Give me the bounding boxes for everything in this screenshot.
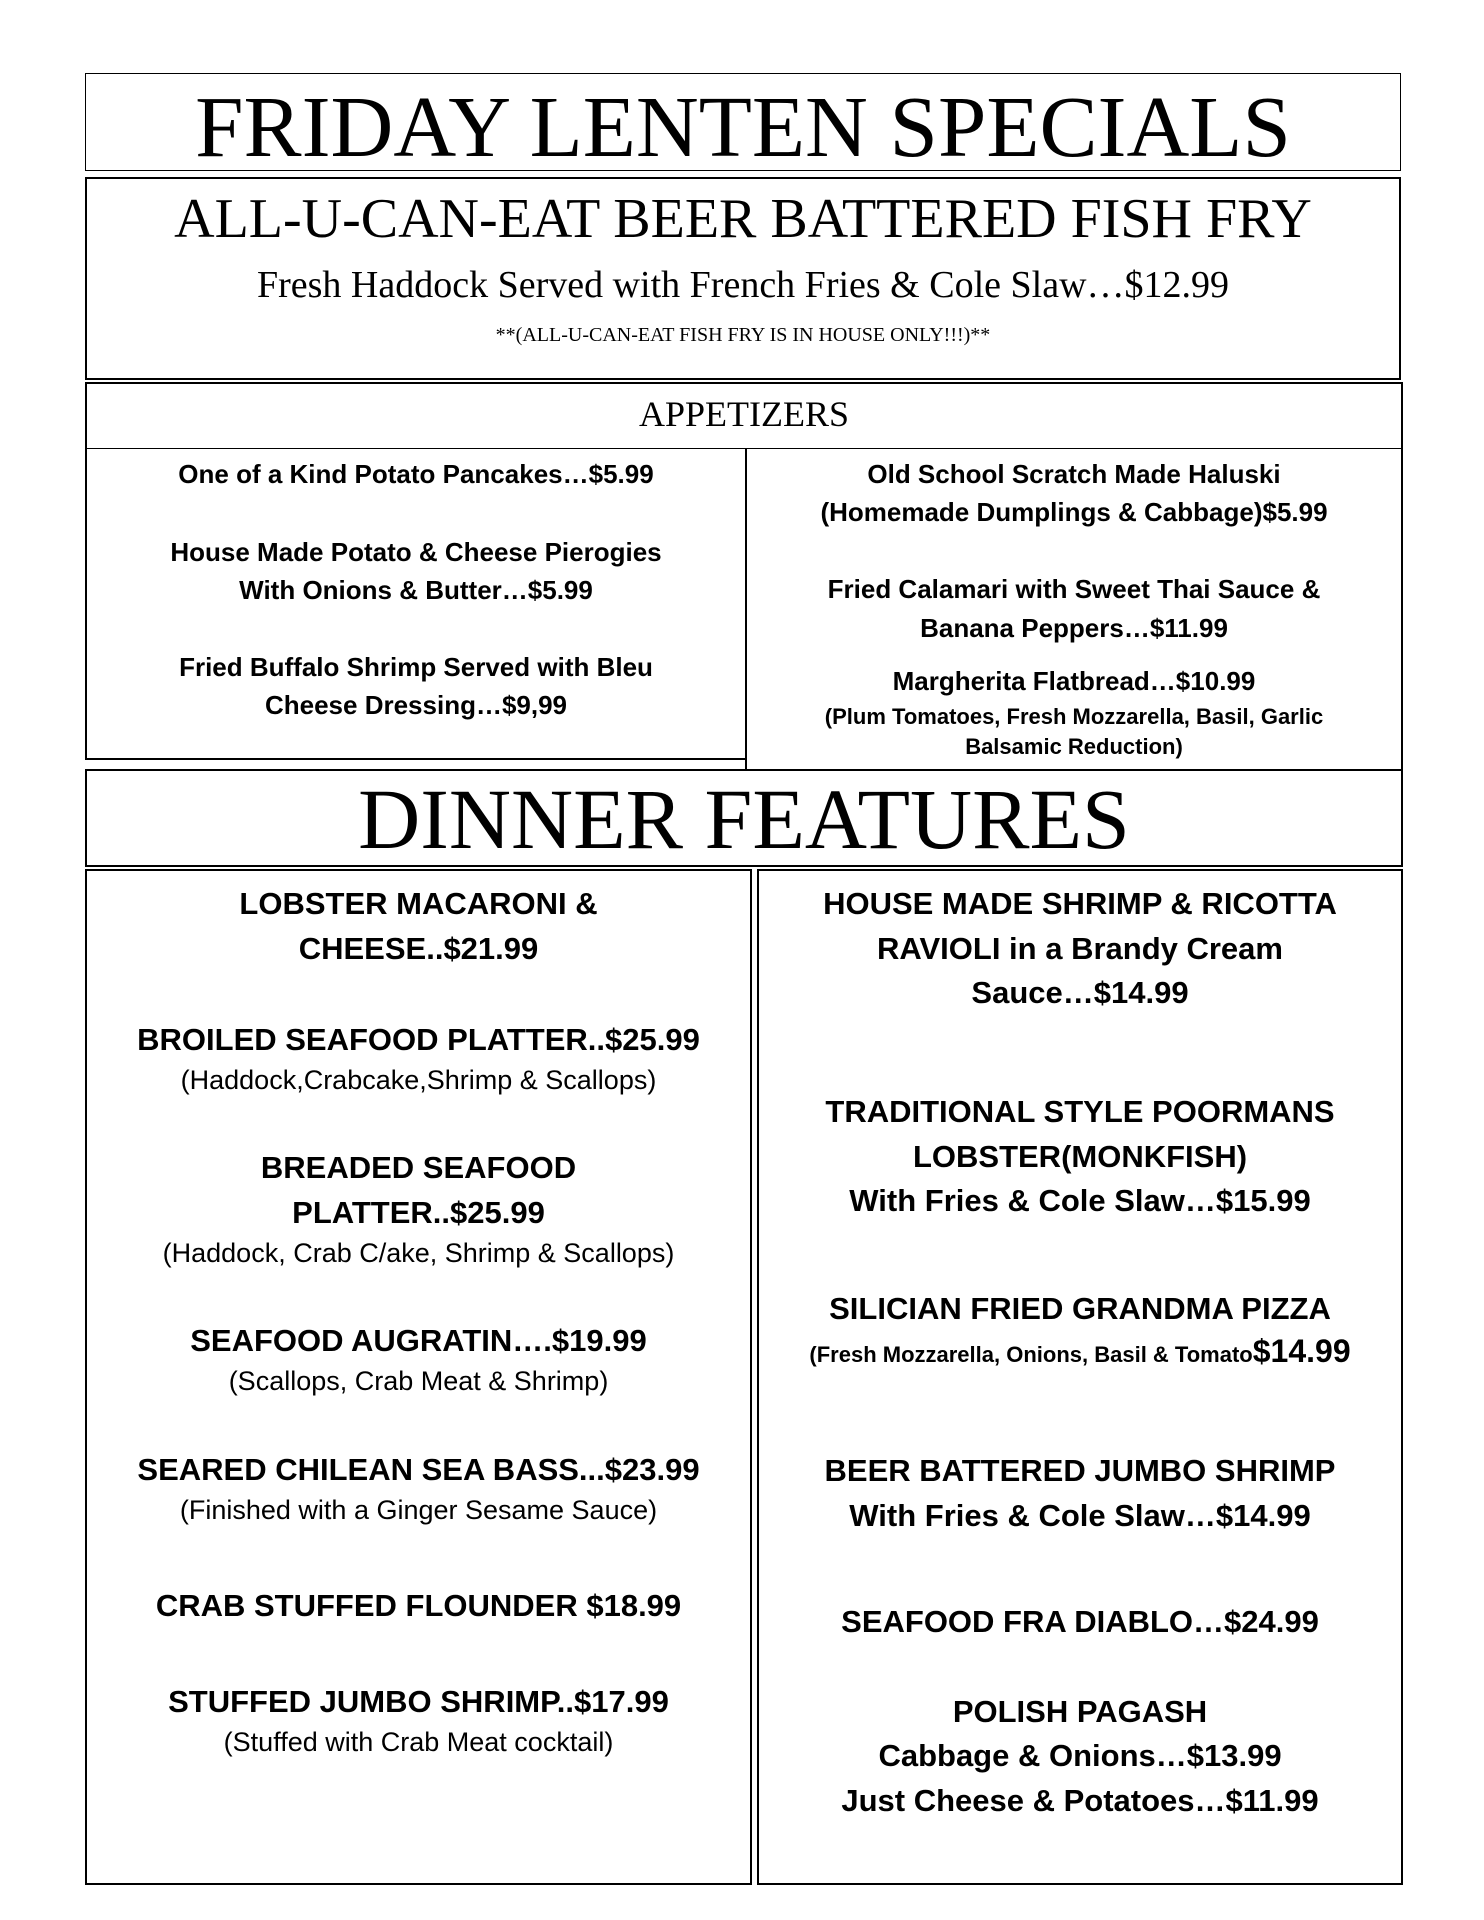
dinner-item-note: (Scallops, Crab Meat & Shrimp) xyxy=(228,1366,609,1396)
dinner-item-line: Sauce…$14.99 xyxy=(971,975,1189,1010)
dinner-item: LOBSTER MACARONI & xyxy=(239,886,598,921)
appetizers-heading: APPETIZERS xyxy=(638,394,850,434)
dinner-item-note: (Haddock, Crab C/ake, Shrimp & Scallops) xyxy=(162,1238,675,1268)
appetizer-item-line: Banana Peppers…$11.99 xyxy=(920,613,1228,643)
dinner-item: BEER BATTERED JUMBO SHRIMP xyxy=(824,1453,1336,1488)
appetizer-item: One of a Kind Potato Pancakes…$5.99 xyxy=(178,459,654,489)
appetizer-item-line: (Homemade Dumplings & Cabbage)$5.99 xyxy=(820,497,1328,527)
dinner-item-line: Cabbage & Onions…$13.99 xyxy=(878,1738,1282,1773)
fish-fry-title: ALL-U-CAN-EAT BEER BATTERED FISH FRY xyxy=(174,188,1312,250)
dinner-item: SILICIAN FRIED GRANDMA PIZZA xyxy=(829,1291,1331,1326)
dinner-item: BROILED SEAFOOD PLATTER..$25.99 xyxy=(137,1022,700,1057)
appetizer-item-line: Cheese Dressing…$9,99 xyxy=(264,690,568,720)
fish-fry-note: **(ALL-U-CAN-EAT FISH FRY IS IN HOUSE ONLY!!!)** xyxy=(495,324,991,346)
appetizer-item: Fried Calamari with Sweet Thai Sauce & xyxy=(827,574,1321,604)
appetizers-right-column xyxy=(745,449,1403,773)
appetizer-item: House Made Potato & Cheese Pierogies xyxy=(170,537,662,567)
appetizers-header xyxy=(85,382,1403,450)
appetizer-item: Margherita Flatbread…$10.99 xyxy=(892,666,1256,696)
dinner-item-note: (Haddock,Crabcake,Shrimp & Scallops) xyxy=(180,1065,657,1095)
dinner-features-header xyxy=(85,769,1403,867)
dinner-item: BREADED SEAFOOD xyxy=(260,1150,577,1185)
dinner-item-note: (Finished with a Ginger Sesame Sauce) xyxy=(179,1495,658,1525)
dinner-item-price: $14.99 xyxy=(1252,1333,1351,1369)
title-banner xyxy=(85,73,1401,175)
dinner-features-heading: DINNER FEATURES xyxy=(358,771,1130,867)
dinner-item-line: With Fries & Cole Slaw…$15.99 xyxy=(849,1183,1311,1218)
dinner-item-note-row xyxy=(759,1329,1401,1380)
dinner-item-line: Just Cheese & Potatoes…$11.99 xyxy=(841,1783,1319,1818)
dinner-item: SEAFOOD AUGRATIN….$19.99 xyxy=(190,1323,647,1358)
dinner-item: CRAB STUFFED FLOUNDER $18.99 xyxy=(155,1588,682,1623)
appetizer-item-line: With Onions & Butter…$5.99 xyxy=(239,575,593,605)
fish-fry-section xyxy=(85,177,1401,380)
dinner-item-line: PLATTER..$25.99 xyxy=(292,1195,545,1230)
dinner-item-note: (Fresh Mozzarella, Onions, Basil & Tomato xyxy=(809,1342,1253,1367)
appetizer-item: Old School Scratch Made Haluski xyxy=(867,459,1281,489)
dinner-left-column xyxy=(85,869,752,1885)
dinner-item: TRADITIONAL STYLE POORMANS xyxy=(825,1094,1335,1129)
dinner-item: SEAFOOD FRA DIABLO…$24.99 xyxy=(841,1604,1319,1639)
dinner-right-column xyxy=(757,869,1403,1885)
appetizers-left-column xyxy=(85,449,747,760)
dinner-item-line: With Fries & Cole Slaw…$14.99 xyxy=(849,1498,1311,1533)
appetizer-note-line: Balsamic Reduction) xyxy=(965,734,1183,759)
dinner-item-line: RAVIOLI in a Brandy Cream xyxy=(877,931,1283,966)
page-title: FRIDAY LENTEN SPECIALS xyxy=(195,78,1291,175)
appetizer-note: (Plum Tomatoes, Fresh Mozzarella, Basil, Garlic xyxy=(824,704,1324,729)
dinner-item: POLISH PAGASH xyxy=(952,1694,1208,1729)
dinner-item: HOUSE MADE SHRIMP & RICOTTA xyxy=(823,886,1337,921)
dinner-item-line: LOBSTER(MONKFISH) xyxy=(912,1139,1248,1174)
dinner-item-line: CHEESE..$21.99 xyxy=(298,931,539,966)
dinner-item: STUFFED JUMBO SHRIMP..$17.99 xyxy=(168,1684,669,1719)
dinner-item-note: (Stuffed with Crab Meat cocktail) xyxy=(223,1727,614,1757)
dinner-item: SEARED CHILEAN SEA BASS...$23.99 xyxy=(137,1452,700,1487)
fish-fry-description: Fresh Haddock Served with French Fries & Cole Slaw…$12.99 xyxy=(256,264,1230,306)
appetizer-item: Fried Buffalo Shrimp Served with Bleu xyxy=(179,652,653,682)
